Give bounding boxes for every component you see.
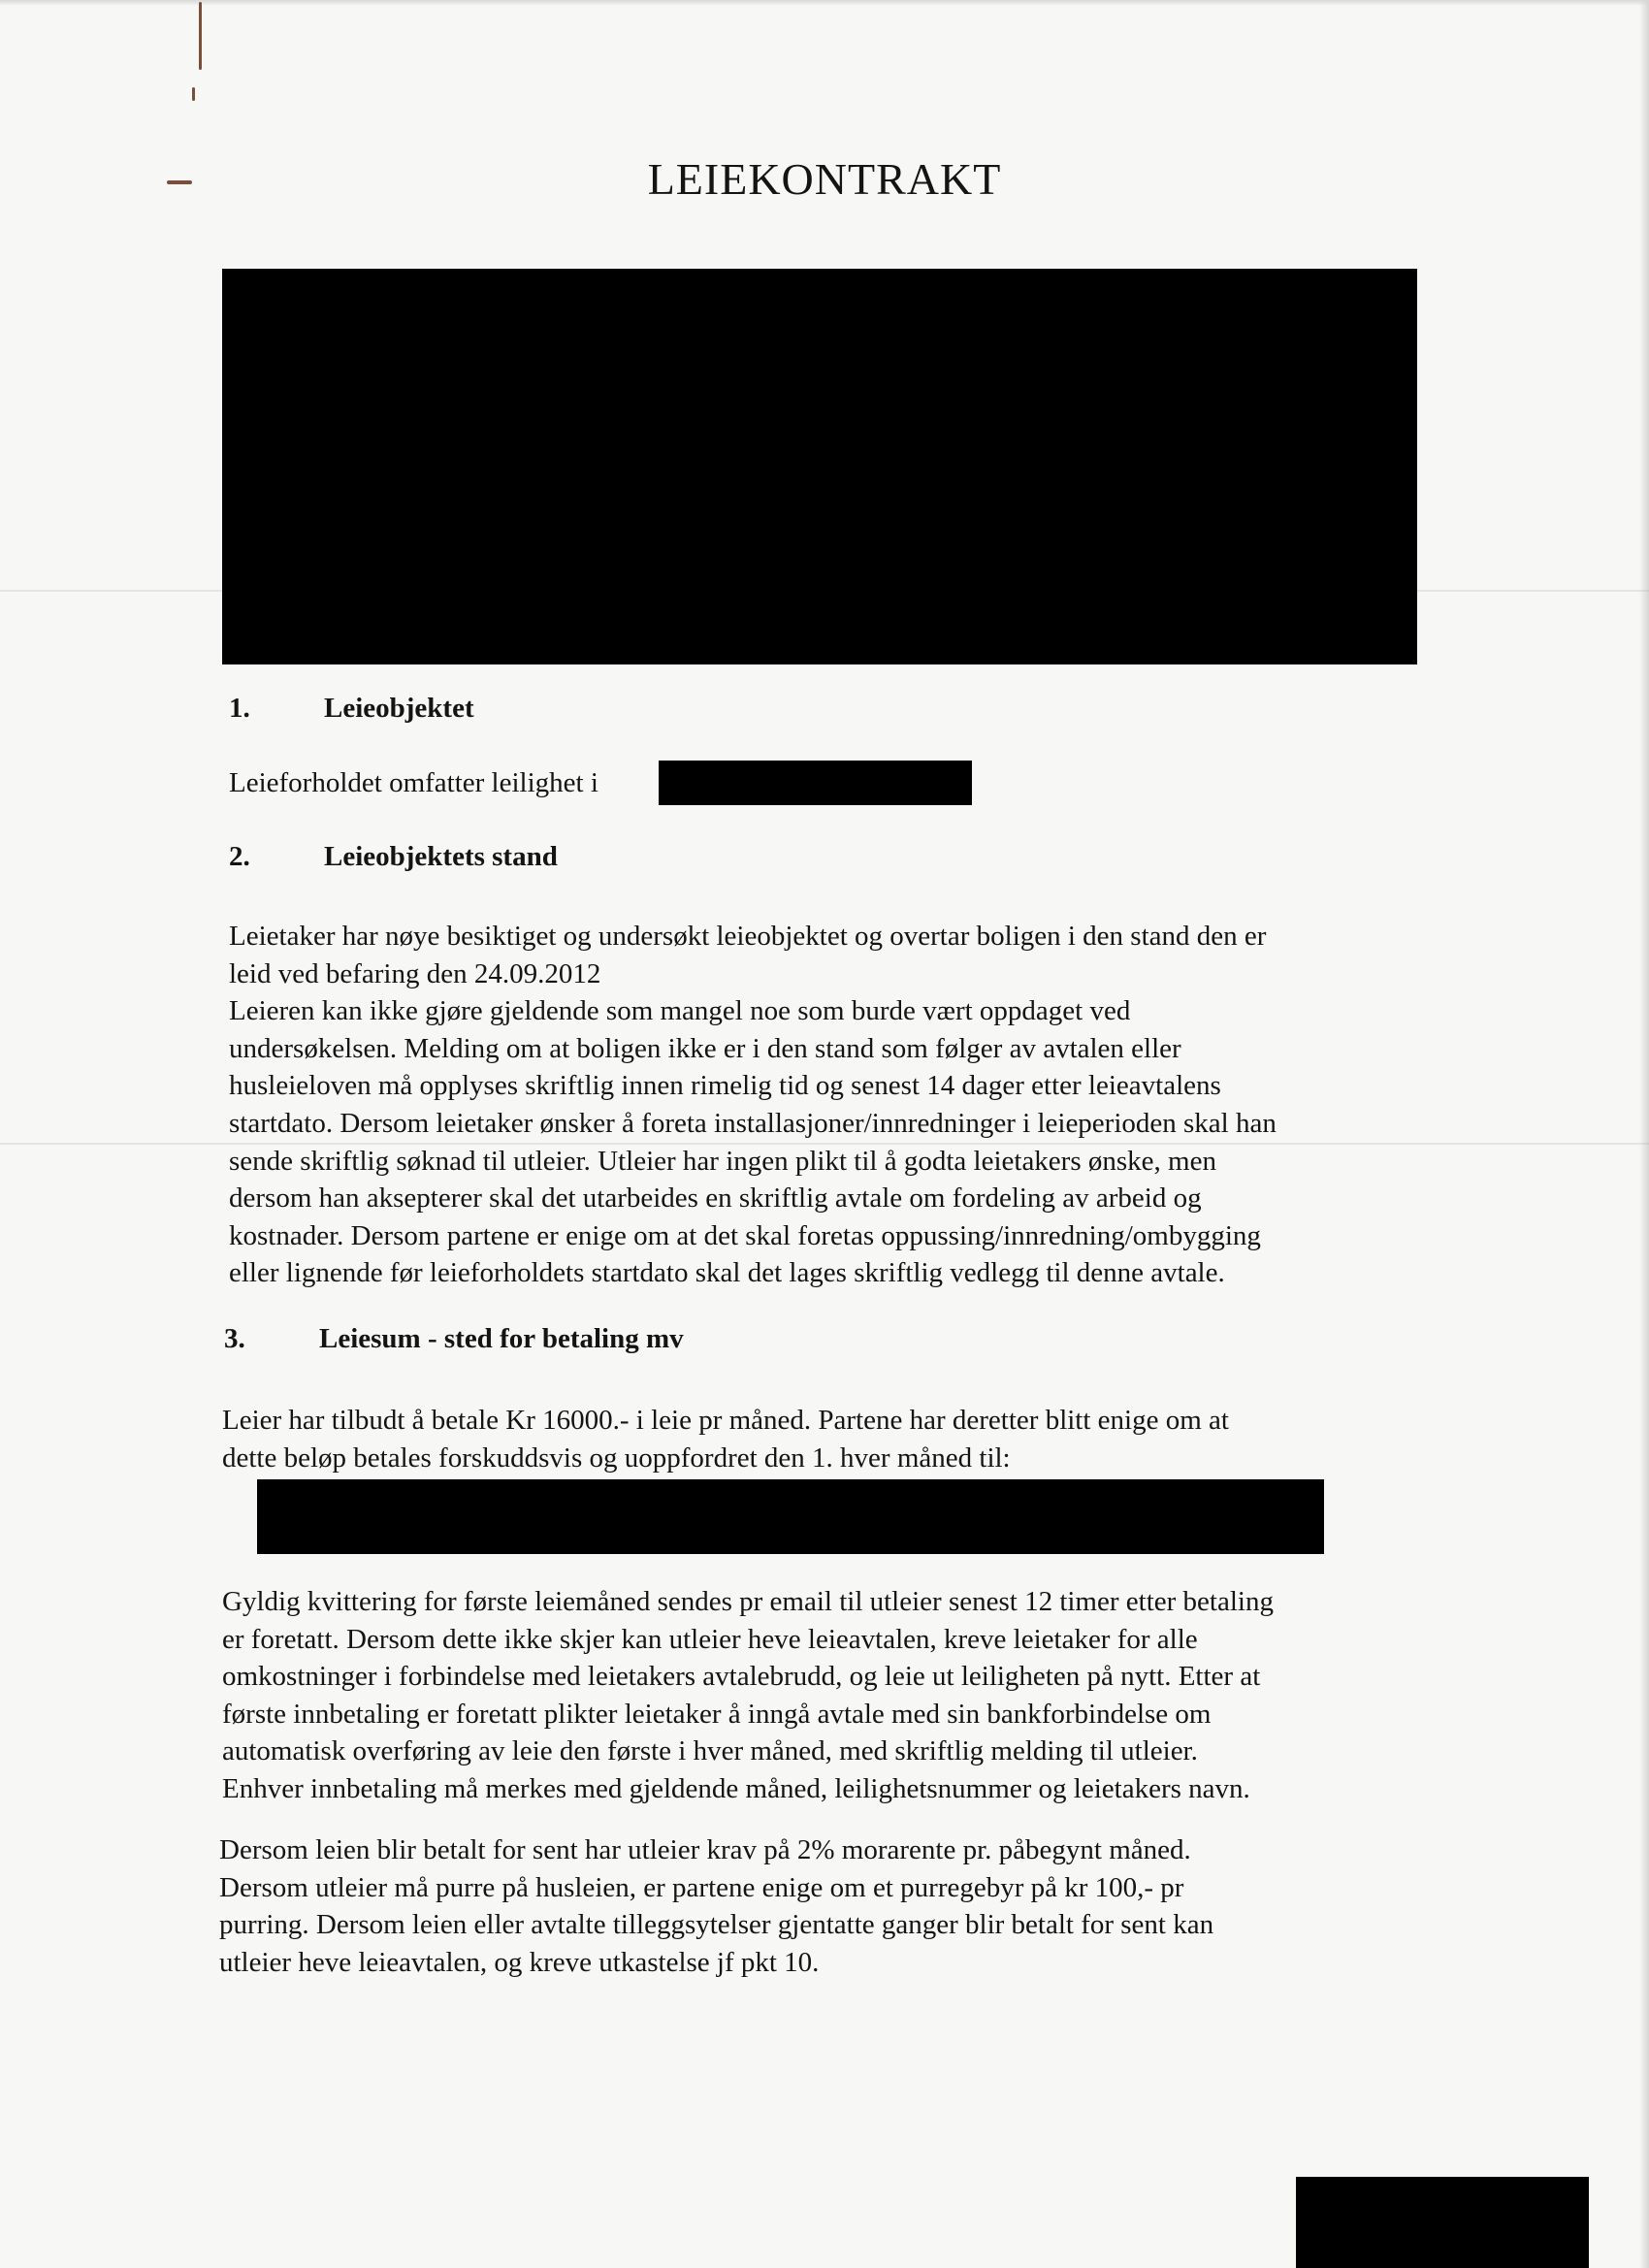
scan-edge-right bbox=[1639, 0, 1649, 2268]
redaction-signature bbox=[1296, 2177, 1589, 2268]
text-line: dersom han aksepterer skal det utarbeides en skriftlig avtale om fordeling av arbeid og bbox=[229, 1183, 1202, 1215]
section-number: 2. bbox=[229, 841, 250, 872]
text-line: Dersom leien blir betalt for sent har utleier krav på 2% morarente pr. påbegynt måned. bbox=[219, 1834, 1191, 1865]
text-line: utleier heve leieavtalen, og kreve utkastelse jf pkt 10. bbox=[219, 1946, 820, 1978]
text-line: sende skriftlig søknad til utleier. Utleier har ingen plikt til å godta leietakers ønske, men bbox=[229, 1145, 1216, 1177]
text-line: Gyldig kvittering for første leiemåned sendes pr email til utleier senest 12 timer etter betaling bbox=[222, 1586, 1274, 1617]
text-line: eller lignende før leieforholdets startdato skal det lages skriftlig vedlegg til denne avtale. bbox=[229, 1257, 1225, 1289]
section-title: Leiesum - sted for betaling mv bbox=[319, 1323, 684, 1354]
section-title: Leieobjektets stand bbox=[324, 841, 558, 872]
section-heading-1 bbox=[229, 693, 474, 725]
section-3-paragraph-2 bbox=[222, 1583, 1274, 1808]
text-line: er foretatt. Dersom dette ikke skjer kan utleier heve leieavtalen, kreve leietaker for alle bbox=[222, 1623, 1198, 1655]
text-line: husleieloven må opplyses skriftlig innen rimelig tid og senest 14 dager etter leieavtalens bbox=[229, 1070, 1221, 1102]
section-3-paragraph-3 bbox=[219, 1831, 1213, 1981]
text-line: Leier har tilbudt å betale Kr 16000.- i leie pr måned. Partene har deretter blitt enige om at bbox=[222, 1405, 1229, 1436]
text-line: undersøkelsen. Melding om at boligen ikke er i den stand som følger av avtalen eller bbox=[229, 1032, 1181, 1064]
text-line: omkostninger i forbindelse med leietakers avtalebrudd, og leie ut leiligheten på nytt. Etter at bbox=[222, 1661, 1261, 1693]
section-number: 3. bbox=[224, 1323, 245, 1354]
section-heading-3 bbox=[224, 1323, 684, 1355]
redaction-address bbox=[659, 761, 972, 805]
section-2-body bbox=[229, 918, 1277, 1292]
section-3-paragraph-1 bbox=[222, 1402, 1229, 1476]
section-number: 1. bbox=[229, 693, 250, 724]
text-line: første innbetaling er foretatt plikter leietaker å inngå avtale med sin bankforbindelse om bbox=[222, 1698, 1212, 1730]
text-line: kostnader. Dersom partene er enige om at det skal foretas oppussing/innredning/ombygging bbox=[229, 1219, 1261, 1251]
text-line: Leietaker har nøye besiktiget og undersøkt leieobjektet og overtar boligen i den stand den er bbox=[229, 921, 1267, 952]
document-title: LEIEKONTRAKT bbox=[647, 154, 1002, 204]
text-line: Enhver innbetaling må merkes med gjeldende måned, leilighetsnummer og leietakers navn. bbox=[222, 1772, 1250, 1804]
text-line: leid ved befaring den 24.09.2012 bbox=[229, 957, 601, 989]
punch-hole-mark bbox=[192, 87, 195, 101]
scan-edge-top bbox=[0, 0, 1649, 6]
text-line: Dersom utleier må purre på husleien, er partene enige om et purregebyr på kr 100,- pr bbox=[219, 1871, 1184, 1903]
section-title: Leieobjektet bbox=[324, 693, 474, 724]
section-heading-2 bbox=[229, 841, 558, 873]
text-line: automatisk overføring av leie den første i hver måned, med skriftlig melding til utleier. bbox=[222, 1735, 1198, 1767]
section-1-text: Leieforholdet omfatter leilighet i bbox=[229, 767, 598, 798]
redaction-bank-account bbox=[257, 1479, 1324, 1554]
text-line: purring. Dersom leien eller avtalte tilleggsytelser gjentatte ganger blir betalt for sent kan bbox=[219, 1909, 1214, 1941]
punch-hole-mark bbox=[199, 2, 202, 70]
text-line: dette beløp betales forskuddsvis og uoppfordret den 1. hver måned til: bbox=[222, 1442, 1011, 1474]
redaction-block-header bbox=[222, 269, 1417, 664]
text-line: startdato. Dersom leietaker ønsker å foreta installasjoner/innredninger i leieperioden skal han bbox=[229, 1107, 1277, 1139]
text-line: Leieren kan ikke gjøre gjeldende som mangel noe som burde vært oppdaget ved bbox=[229, 995, 1131, 1027]
